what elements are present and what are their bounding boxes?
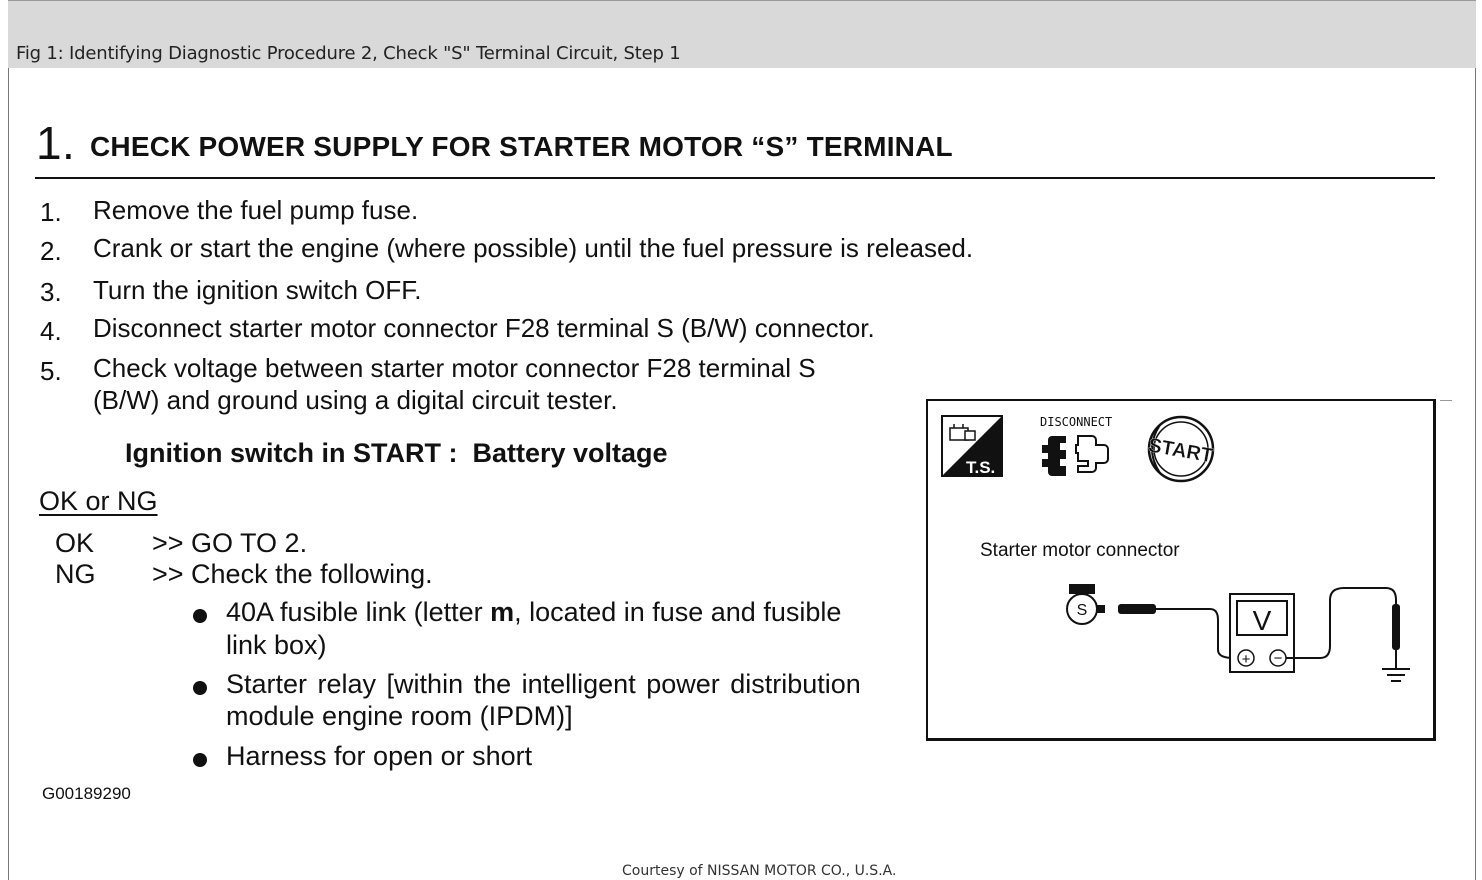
procedure-number-3: 3. (40, 277, 62, 307)
procedure-text-5-line2: (B/W) and ground using a digital circuit tester. (93, 385, 618, 415)
negative-probe (1286, 588, 1400, 668)
procedure-text-4: Disconnect starter motor connector F28 terminal S (B/W) connector. (93, 313, 875, 343)
positive-probe (1097, 604, 1234, 658)
check-item-1-pre: 40A fusible link (letter (226, 597, 491, 627)
test-condition: Ignition switch in START : Battery voltage (125, 438, 668, 468)
disconnect-icon (1040, 415, 1112, 476)
procedure-number-5: 5. (40, 356, 62, 386)
terminal-label: S (1076, 602, 1088, 619)
ok-ng-heading: OK or NG (39, 486, 158, 516)
check-item-1-post: , located in fuse and fusible (514, 597, 842, 627)
document-id: G00189290 (42, 784, 131, 803)
procedure-number-1: 1. (40, 197, 62, 227)
result-text-ng: >> Check the following. (152, 559, 433, 589)
start-label: START (1146, 434, 1215, 468)
step-number-dot: . (62, 117, 75, 169)
ts-label: T.S. (966, 458, 996, 477)
check-item-3: Harness for open or short (226, 741, 533, 771)
procedure-text-3: Turn the ignition switch OFF. (93, 275, 422, 305)
ground-icon (1382, 669, 1410, 681)
minus-label: − (1273, 650, 1283, 667)
result-text-ok: >> GO TO 2. (152, 528, 308, 558)
result-code-ok: OK (55, 528, 95, 558)
figure-caption: Fig 1: Identifying Diagnostic Procedure 2, Check "S" Terminal Circuit, Step 1 (16, 43, 681, 64)
procedure-text-5: Check voltage between starter motor connector F28 terminal S (93, 353, 816, 383)
plus-label: + (1241, 651, 1251, 668)
step-title: CHECK POWER SUPPLY FOR STARTER MOTOR “S” TERMINAL (90, 131, 953, 162)
check-item-2: Starter relay [within the intelligent power distribution (226, 669, 861, 699)
starter-connector-icon (1067, 584, 1097, 624)
voltmeter-icon (1230, 594, 1294, 672)
procedure-number-4: 4. (40, 316, 62, 346)
connector-label: Starter motor connector (980, 540, 1180, 561)
check-item-1-line2: link box) (226, 630, 327, 660)
procedure-text-2: Crank or start the engine (where possible) until the fuel pressure is released. (93, 233, 974, 263)
check-item-1-letter: m (490, 597, 515, 627)
courtesy-credit: Courtesy of NISSAN MOTOR CO., U.S.A. (622, 863, 897, 879)
step-number: 1 (36, 117, 62, 169)
meter-label: V (1252, 605, 1272, 636)
start-key-icon (1147, 417, 1215, 481)
ts-icon (942, 416, 1002, 477)
procedure-number-2: 2. (40, 236, 62, 266)
disconnect-label: DISCONNECT (1040, 415, 1113, 429)
procedure-text-1: Remove the fuel pump fuse. (93, 195, 419, 225)
result-code-ng: NG (55, 559, 96, 589)
check-item-2-line2: module engine room (IPDM)] (226, 701, 573, 731)
